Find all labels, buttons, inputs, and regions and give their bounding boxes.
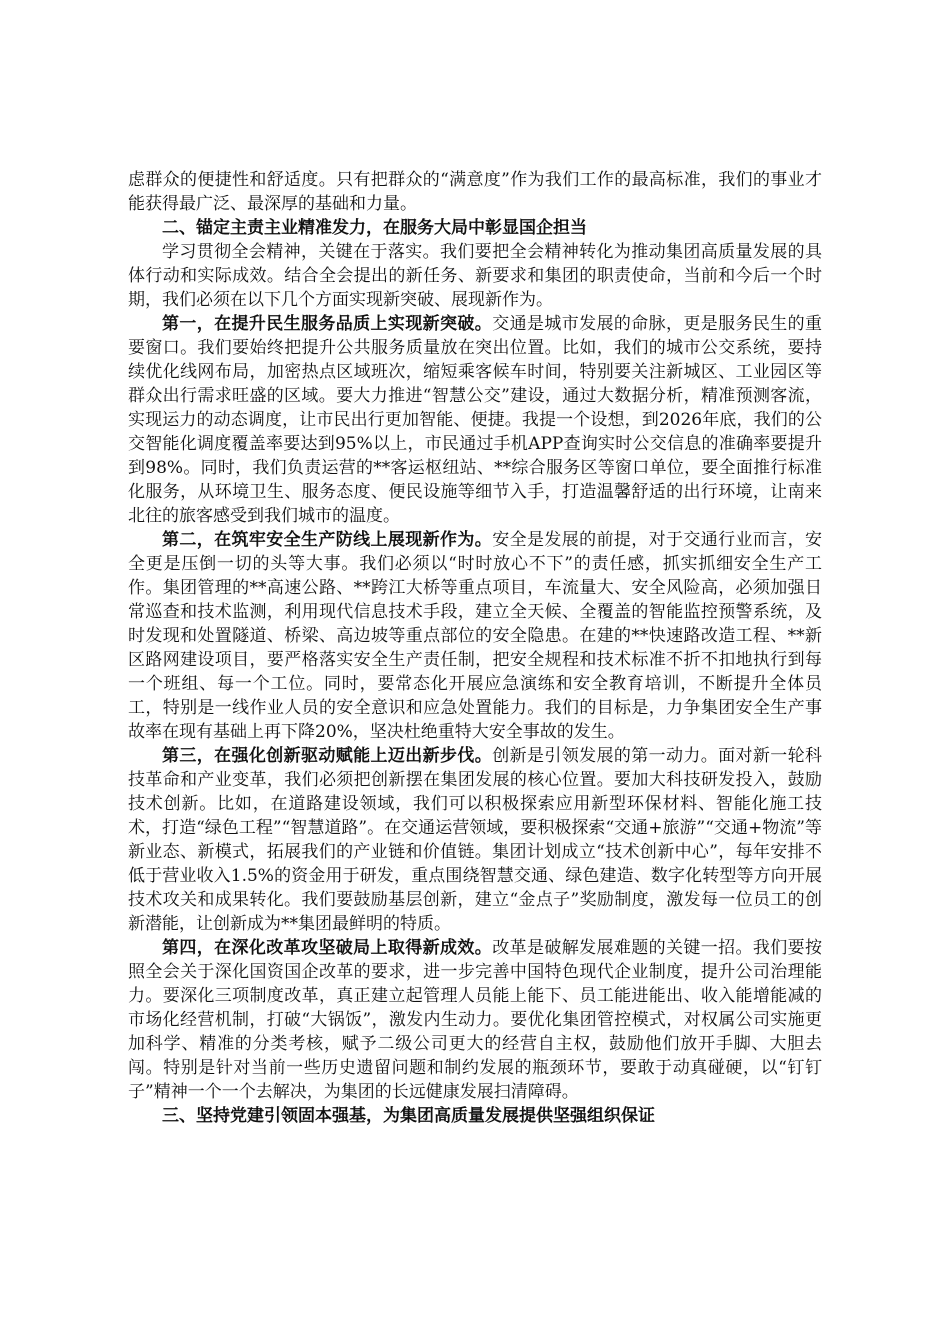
point-2-lead: 第二，在筑牢安全生产防线上展现新作为。 [162,530,493,550]
point-2-text: 安全是发展的前提，对于交通行业而言，安全更是压倒一切的头等大事。我们必须以“时时放心不下”的责任感，抓实抓细安全生产工作。集团管理的**高速公路、**跨江大桥等重点项目，车流量大、安全风险高，必须加强日常巡查和技术监测，利用现代信息技术手段，建立全天候、全覆盖的智能监控预警系统，及时发现和处置隧道、桥梁、高边坡等重点部位的安全隐患。在建的**快速路改造工程、**新区路网建设项目，要严格落实安全生产责任制，把安全规程和技术标准不折不扣地执行到每一个班组、每一个工位。同时，要常态化开展应急演练和安全教育培训，不断提升全体员工，特别是一线作业人员的安全意识和应急处置能力。我们的目标是，力争集团安全生产事故率在现有基础上再下降20%，坚决杜绝重特大安全事故的发生。 [128,530,823,742]
paragraph-point-2 [128,528,822,744]
paragraph-continuation: 虑群众的便捷性和舒适度。只有把群众的“满意度”作为我们工作的最高标准，我们的事业才能获得最广泛、最深厚的基础和力量。 [128,170,822,214]
point-3-text: 创新是引领发展的第一动力。面对新一轮科技革命和产业变革，我们必须把创新摆在集团发展的核心位置。要加大科技研发投入，鼓励技术创新。比如，在道路建设领域，我们可以积极探索应用新型环保材料、智能化施工技术，打造“绿色工程”“智慧道路”。在交通运营领域，要积极探索“交通+旅游”“交通+物流”等新业态、新模式，拓展我们的产业链和价值链。集团计划成立“技术创新中心”，每年安排不低于营业收入1.5%的资金用于研发，重点围绕智慧交通、绿色建造、数字化转型等方向开展技术攻关和成果转化。我们要鼓励基层创新，建立“金点子”奖励制度，激发每一位员工的创新潜能，让创新成为**集团最鲜明的特质。 [128,746,823,934]
paragraph-point-4 [128,936,822,1104]
point-4-lead: 第四，在深化改革攻坚破局上取得新成效。 [162,938,493,958]
paragraph-point-3 [128,744,822,936]
section-heading-3: 三、坚持党建引领固本强基，为集团高质量发展提供坚强组织保证 [162,1106,655,1126]
document-body [128,168,822,1128]
point-1-text: 交通是城市发展的命脉，更是服务民生的重要窗口。我们要始终把提升公共服务质量放在突出位置。比如，我们的城市公交系统，要持续优化线网布局，加密热点区域班次，缩短乘客候车时间，特别要关注新城区、工业园区等群众出行需求旺盛的区域。要大力推进“智慧公交”建设，通过大数据分析，精准预测客流，实现运力的动态调度，让市民出行更加智能、便捷。我提一个设想，到2026年底，我们的公交智能化调度覆盖率要达到95%以上，市民通过手机APP查询实时公交信息的准确率要提升到98%。同时，我们负责运营的**客运枢纽站、**综合服务区等窗口单位，要全面推行标准化服务，从环境卫生、服务态度、便民设施等细节入手，打造温馨舒适的出行环境，让南来北往的旅客感受到我们城市的温度。 [128,314,823,526]
point-4-text: 改革是破解发展难题的关键一招。我们要按照全会关于深化国资国企改革的要求，进一步完善中国特色现代企业制度，提升公司治理能力。要深化三项制度改革，真正建立起管理人员能上能下、员工能进能出、收入能增能减的市场化经营机制，打破“大锅饭”，激发内生动力。要优化集团管控模式，对权属公司实施更加科学、精准的分类考核，赋予二级公司更大的经营自主权，鼓励他们放开手脚、大胆去闯。特别是针对当前一些历史遗留问题和制约发展的瓶颈环节，要敢于动真碰硬，以“钉钉子”精神一个一个去解决，为集团的长远健康发展扫清障碍。 [128,938,823,1102]
paragraph-point-1 [128,312,822,528]
section-heading-2: 二、锚定主责主业精准发力，在服务大局中彰显国企担当 [162,218,587,238]
point-1-lead: 第一，在提升民生服务品质上实现新突破。 [162,314,493,334]
point-3-lead: 第三，在强化创新驱动赋能上迈出新步伐。 [162,746,493,766]
paragraph-intro: 学习贯彻全会精神，关键在于落实。我们要把全会精神转化为推动集团高质量发展的具体行动和实际成效。结合全会提出的新任务、新要求和集团的职责使命，当前和今后一个时期，我们必须在以下几个方面实现新突破、展现新作为。 [128,242,822,310]
